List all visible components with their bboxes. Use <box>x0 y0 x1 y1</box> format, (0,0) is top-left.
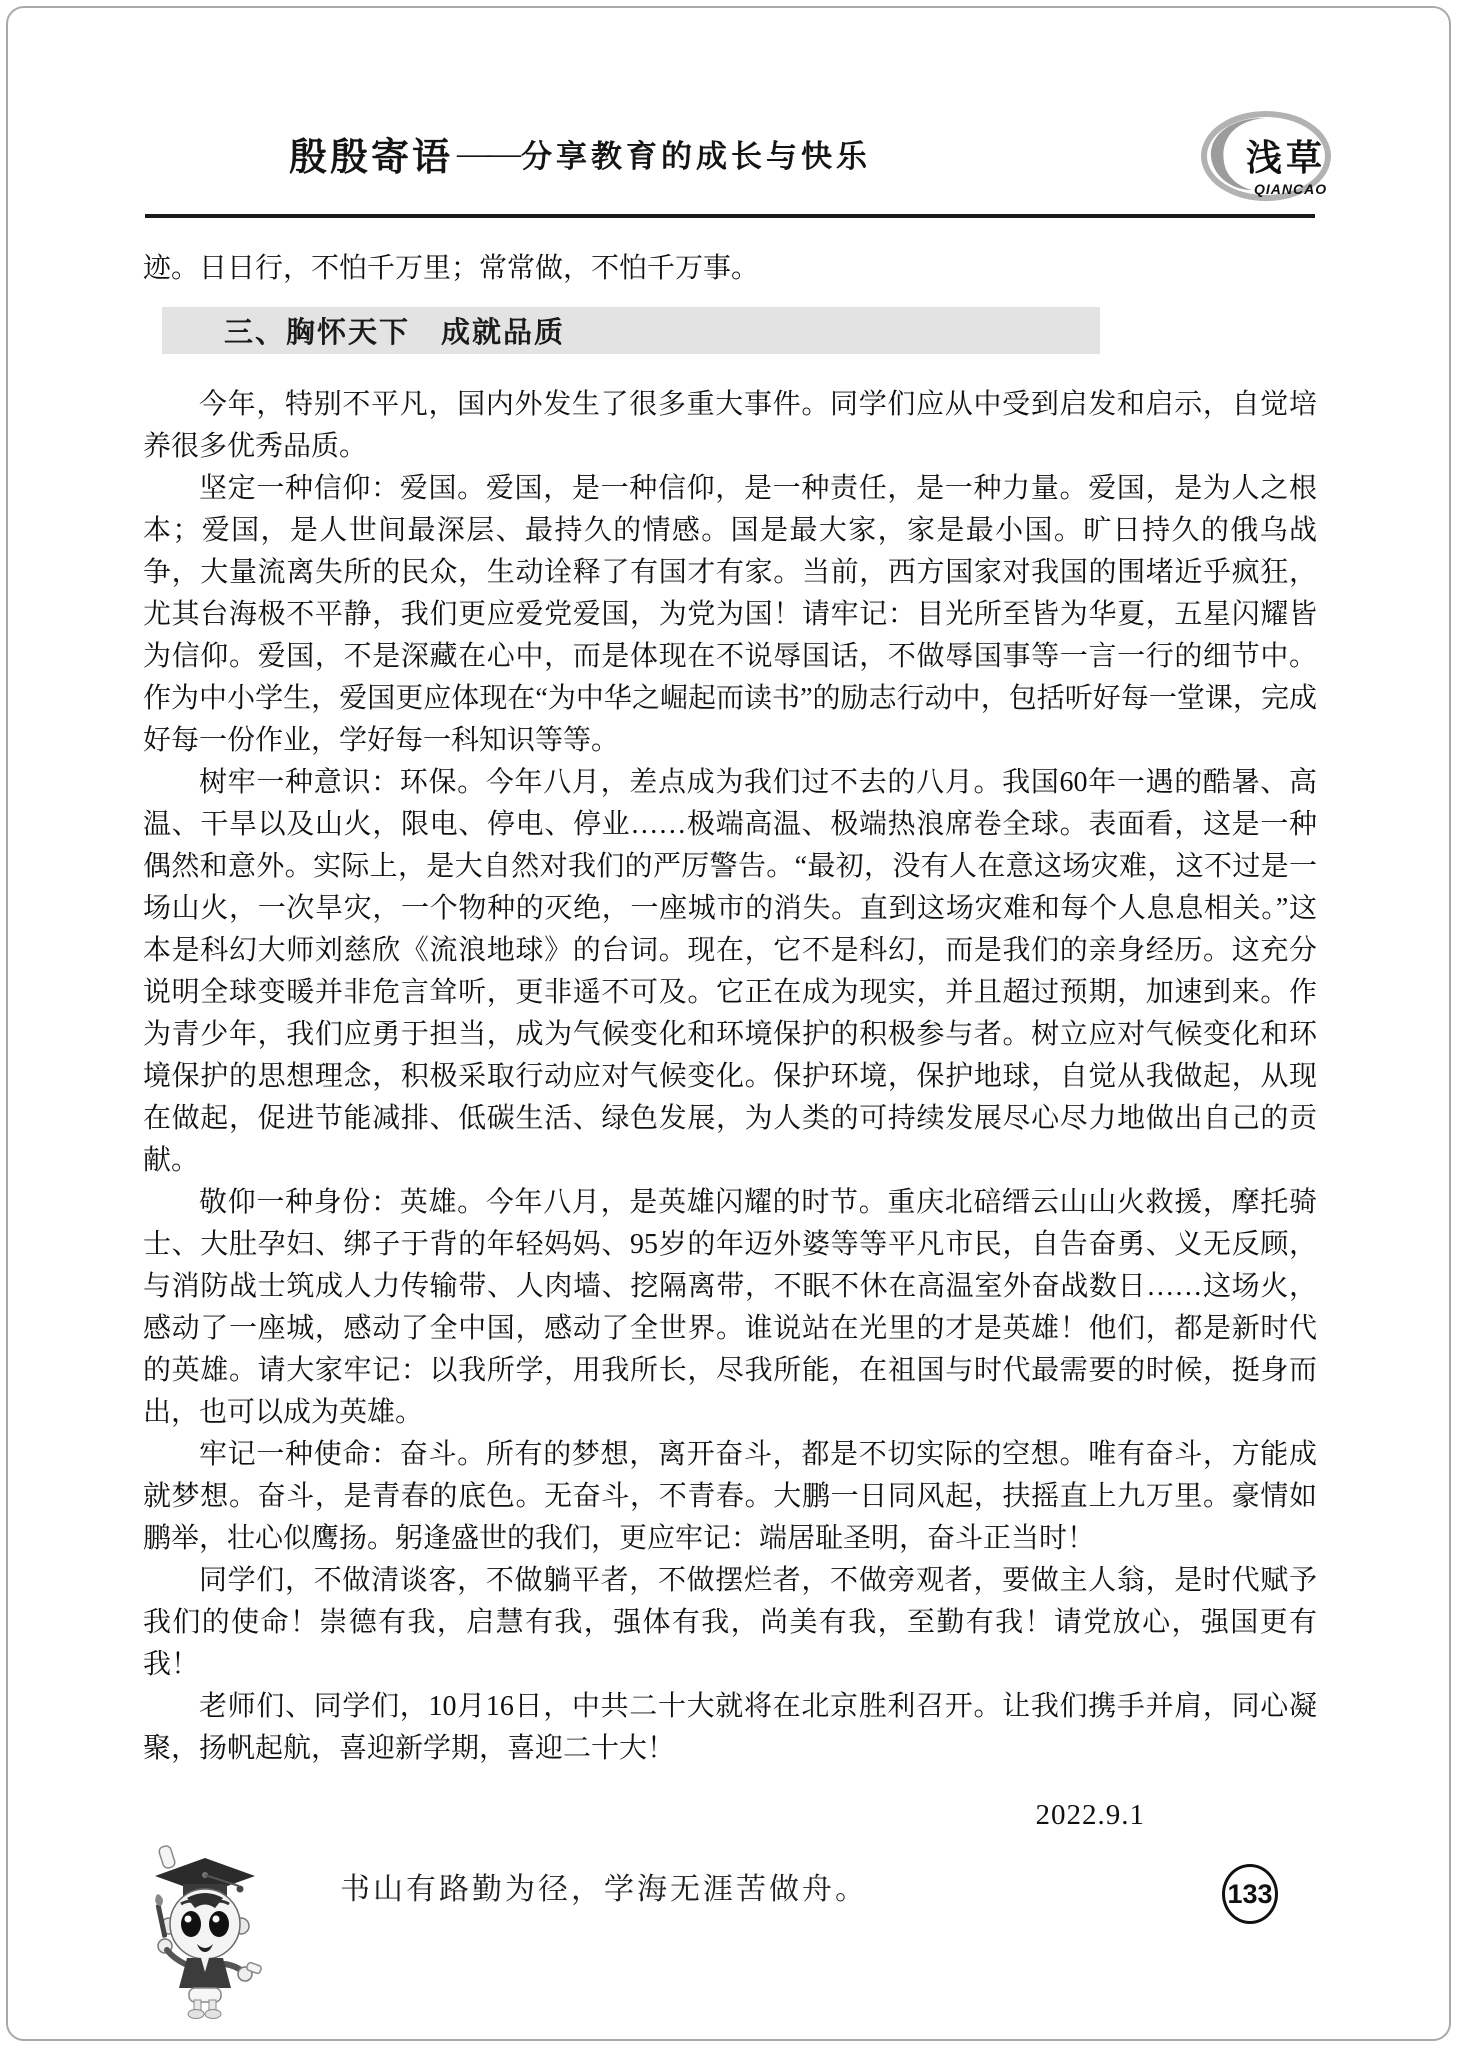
page-number: 133 <box>1222 1864 1278 1924</box>
footer-motto: 书山有路勤为径，学海无涯苦做舟。 <box>340 1873 868 1906</box>
paragraph: 同学们，不做清谈客，不做躺平者，不做摆烂者，不做旁观者，要做主人翁，是时代赋予我们的使命！崇德有我，启慧有我，强体有我，尚美有我，至勤有我！请党放心，强国更有我！ <box>143 1565 1317 1680</box>
paragraph: 坚定一种信仰：爱国。爱国，是一种信仰，是一种责任，是一种力量。爱国，是为人之根本；爱国，是人世间最深层、最持久的情感。国是最大家，家是最小国。旷日持久的俄乌战争，大量流离失所的民众，生动诠释了有国才有家。当前，西方国家对我国的围堵近乎疯狂，尤其台海极不平静，我们更应爱党爱国，为党为国！请牢记：目光所至皆为华夏，五星闪耀皆为信仰。爱国，不是深藏在心中，而是体现在不说辱国话，不做辱国事等一言一行的细节中。作为中小学生，爱国更应体现在“为中华之崛起而读书”的励志行动中，包括听好每一堂课，完成好每一份作业，学好每一科知识等等。 <box>143 473 1317 756</box>
header-rule <box>145 214 1315 218</box>
logo-name-en: QIANCAO <box>1254 181 1328 197</box>
opening-line: 迹。日日行，不怕千万里；常常做，不怕千万事。 <box>143 253 760 284</box>
header-title-dash: —— <box>457 134 517 172</box>
student-mascot <box>143 1842 267 2022</box>
section-heading: 三、胸怀天下 成就品质 <box>224 317 566 349</box>
paragraph: 老师们、同学们，10月16日，中共二十大就将在北京胜利召开。让我们携手并肩，同心凝聚，扬帆起航，喜迎新学期，喜迎二十大！ <box>143 1691 1317 1764</box>
logo-name-cn: 浅草 <box>1246 138 1327 178</box>
qiancao-logo <box>1180 104 1350 212</box>
qiancao-logo-icon <box>1180 104 1350 212</box>
paragraph: 今年，特别不平凡，国内外发生了很多重大事件。同学们应从中受到启发和启示，自觉培养很多优秀品质。 <box>143 389 1317 462</box>
body-text <box>143 384 1317 1836</box>
date-line: 2022.9.1 <box>1035 1799 1145 1831</box>
header-title-main: 殷殷寄语 <box>288 137 453 179</box>
student-mascot-icon <box>143 1842 267 2022</box>
paragraph: 牢记一种使命：奋斗。所有的梦想，离开奋斗，都是不切实际的空想。唯有奋斗，方能成就梦想。奋斗，是青春的底色。无奋斗，不青春。大鹏一日同风起，扶摇直上九万里。豪情如鹏举，壮心似鹰扬。躬逢盛世的我们，更应牢记：端居耻圣明，奋斗正当时！ <box>143 1439 1317 1554</box>
header-title-subtitle: 分享教育的成长与快乐 <box>521 139 871 174</box>
page-header <box>0 126 1160 181</box>
section-bar <box>162 307 1100 354</box>
paragraph: 树牢一种意识：环保。今年八月，差点成为我们过不去的八月。我国60年一遇的酷暑、高温、干旱以及山火，限电、停电、停业……极端高温、极端热浪席卷全球。表面看，这是一种偶然和意外。实际上，是大自然对我们的严厉警告。“最初，没有人在意这场灾难，这不过是一场山火，一次旱灾，一个物种的灭绝，一座城市的消失。直到这场灾难和每个人息息相关。”这本是科幻大师刘慈欣《流浪地球》的台词。现在，它不是科幻，而是我们的亲身经历。这充分说明全球变暖并非危言耸听，更非遥不可及。它正在成为现实，并且超过预期，加速到来。作为青少年，我们应勇于担当，成为气候变化和环境保护的积极参与者。树立应对气候变化和环境保护的思想理念，积极采取行动应对气候变化。保护环境，保护地球，自觉从我做起，从现在做起，促进节能减排、低碳生活、绿色发展，为人类的可持续发展尽心尽力地做出自己的贡献。 <box>143 767 1317 1176</box>
paragraph: 敬仰一种身份：英雄。今年八月，是英雄闪耀的时节。重庆北碚缙云山山火救援，摩托骑士、大肚孕妇、绑子于背的年轻妈妈、95岁的年迈外婆等等平凡市民，自告奋勇、义无反顾，与消防战士筑成人力传输带、人肉墙、挖隔离带，不眠不休在高温室外奋战数日……这场火，感动了一座城，感动了全中国，感动了全世界。谁说站在光里的才是英雄！他们，都是新时代的英雄。请大家牢记：以我所学，用我所长，尽我所能，在祖国与时代最需要的时候，挺身而出，也可以成为英雄。 <box>143 1187 1317 1428</box>
